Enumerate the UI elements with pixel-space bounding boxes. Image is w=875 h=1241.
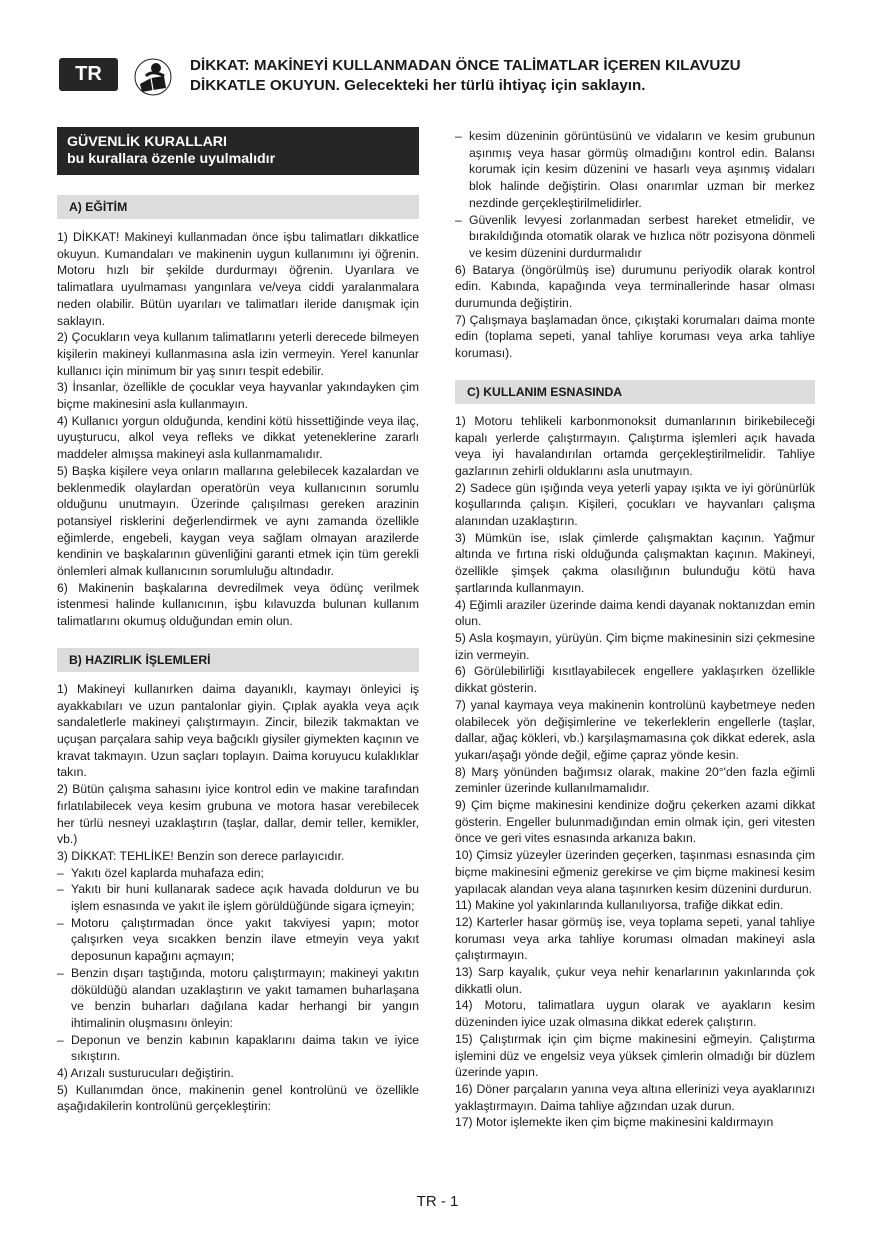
section-c-item: 16) Döner parçaların yanına veya altına ellerinizi veya ayaklarınızı yaklaştırmayın. Daima tahliye ağzından uzak durun.: [455, 1081, 815, 1113]
section-a-item: 4) Kullanıcı yorgun olduğunda, kendini kötü hissettiğinde veya ilaç, uyuşturucu, alkol veya refleks ve dikkat yeteneklerine zararlı maddeler almışsa makineyi asla kullanmamalıdır.: [57, 413, 419, 462]
section-c-item: 4) Eğimli araziler üzerinde daima kendi dayanak noktanızdan emin olun.: [455, 597, 815, 629]
inspection-item: – kesim düzeninin görüntüsünü ve vidaların ve kesim grubunun aşınmış veya hasar görmüş olmadığını kontrol edin. Balansı korumak için kesim düzenini ve hasarlı veya aşınmış vidaları blok halinde değiştirin. Olası onarımlar uzman bir merkez nezdinde gerçekleştirilmelidirler.: [455, 129, 815, 210]
language-badge: TR: [59, 58, 118, 91]
section-c-item: 9) Çim biçme makinesini kendinize doğru çekerken azami dikkat gösterin. Engeller bulunmadığından emin olmak için, geri vitesten önce ve geri vites esnasında arkanıza bakın.: [455, 798, 815, 846]
section-b-heading: B) HAZIRLIK İŞLEMLERİ: [57, 648, 419, 672]
section-b-item: 1) Makineyi kullanırken daima dayanıklı, kaymayı önleyici iş ayakkabıları ve uzun pantalonlar giyin. Çıplak ayakla veya açık sandaletlerle makineyi çalıştırmayın. Zincir, bilezik takmaktan ve uçuşan parçalara sahip veya bağcıklı giysiler giymekten kaçının ve kravat takmayın. Uzun saçları toplayın. Daima koruyucu kulaklıklar takın.: [57, 681, 419, 780]
section-c-heading: C) KULLANIM ESNASINDA: [455, 380, 815, 404]
section-c-item: 2) Sadece gün ışığında veya yeterli yapay ışıkta ve iyi görünürlük koşullarında çalışın. Kişileri, çocukları ve hayvanları çalışma alanından uzaklaştırın.: [455, 480, 815, 529]
section-a-item: 3) İnsanlar, özellikle de çocuklar veya hayvanlar yakındayken çim biçme makinesini asla kullanmayın.: [57, 380, 419, 412]
header-line-2: DİKKATLE OKUYUN. Gelecekteki her türlü ihtiyaç için saklayın.: [190, 77, 646, 94]
section-a-item: 6) Makinenin başkalarına devredilmek veya ödünç verilmek istenmesi halinde kullanıcının, işbu kılavuzda bulunan kullanım talimatlarını okumuş olduğundan emin olun.: [57, 580, 419, 629]
section-b-item: 2) Bütün çalışma sahasını iyice kontrol edin ve makine tarafından fırlatılabilecek veya kesim grubuna ve motora hasar verebilecek her türlü nesneyi uzaklaştırın (taşlar, dallar, demir teller, kemikler, vb.): [57, 782, 419, 847]
header-warning: [190, 56, 830, 96]
section-c-item: 15) Çalıştırmak için çim biçme makinesini eğmeyin. Çalıştırma işlemini düz ve engelsiz veya yüksek çimlerin olmadığı bir düzlem üzerinde yapın.: [455, 1031, 815, 1080]
fuel-warning-item: – Benzin dışarı taştığında, motoru çalıştırmayın; makineyi yakıtın döküldüğü alandan uzaklaştırın ve yakıt tamamen buharlaşana ve benzin buharları dağılana kadar herhangi bir yangın ihtimalinin oluşmasını önleyin:: [57, 965, 419, 1030]
manual-reading-icon: [134, 58, 172, 96]
section-c-item: 3) Mümkün ise, ıslak çimlerde çalışmaktan kaçının. Yağmur altında ve fırtına riski olduğunda çalışmaktan kaçının. Makineyi, özellikle şimşek çakma olasılığının bulunduğu kötü hava şartlarında kullanmayın.: [455, 530, 815, 595]
section-a-item: 2) Çocukların veya kullanım talimatlarını yeterli derecede bilmeyen kişilerin makineyi kullanmasına asla izin vermeyin. Yerel kanunlar kullanıcı için minimum bir yaş sınırı tespit edebilir.: [57, 330, 419, 378]
section-c-item: 10) Çimsiz yüzeyler üzerinden geçerken, taşınması esnasında çim biçme makinesini eğmeniz gerekirse ve çim biçme makinesi kesim yapılacak alandan veya alana taşınırken kesim düzenini durdurun.: [455, 848, 815, 896]
section-a-heading: A) EĞİTİM: [57, 195, 419, 219]
section-c-item: 8) Marş yönünden bağımsız olarak, makine 20°'den fazla eğimli zeminler üzerinde kullanılmamalıdır.: [455, 764, 815, 796]
safety-rules-box: [57, 127, 419, 175]
fuel-warning-item: – Motoru çalıştırmadan önce yakıt takviyesi yapın; motor çalışırken veya sıcakken benzin ilave etmeyin veya yakıt deposunun kapağını açmayın;: [57, 915, 419, 964]
header-line-1: DİKKAT: MAKİNEYİ KULLANMADAN ÖNCE TALİMATLAR İÇEREN KILAVUZU: [190, 57, 741, 74]
safety-rules-subtitle: bu kurallara özenle uyulmalıdır: [67, 151, 276, 167]
section-c-item: 13) Sarp kayalık, çukur veya nehir kenarlarının yakınlarında çok dikkatli olun.: [455, 965, 815, 996]
section-c-item: 14) Motoru, talimatlara uygun olarak ve ayakların kesim düzeninden iyice uzak olmasına dikkat ederek çalıştırın.: [455, 998, 815, 1030]
fuel-warning-item: – Yakıtı bir huni kullanarak sadece açık havada doldurun ve bu işlem esnasında ve yakıt ile işlem görüldüğünde sigara içmeyin;: [57, 882, 419, 914]
left-column: [57, 127, 419, 1115]
section-c-item: 5) Asla koşmayın, yürüyün. Çim biçme makinesinin sizi çekmesine izin vermeyin.: [455, 630, 815, 662]
right-column: [455, 128, 815, 1131]
fuel-warning-item: – Yakıtı özel kaplarda muhafaza edin;: [57, 865, 264, 880]
section-b-item: 5) Kullanımdan önce, makinenin genel kontrolünü ve özellikle aşağıdakilerin kontrolünü gerçekleştirin:: [57, 1082, 419, 1114]
section-b-item: 4) Arızalı susturucuları değiştirin.: [57, 1066, 234, 1081]
section-c-item: 11) Makine yol yakınlarında kullanılıyorsa, trafiğe dikkat edin.: [455, 898, 784, 913]
safety-rules-title: GÜVENLİK KURALLARI: [67, 134, 227, 150]
section-c-item: 7) yanal kaymaya veya makinenin kontrolünü kaybetmeye neden olabilecek yön değişimlerine ve tekerleklerin engellerle (taşlar, dallar, ağaç kökleri, vb.) karşılaşmamasına çok dikkat ederek, asla yukarı/aşağı yönde değil, eğime çapraz yönde kesin.: [455, 697, 815, 762]
section-c-item: 17) Motor işlemekte iken çim biçme makinesini kaldırmayın: [455, 1115, 774, 1130]
section-b-item: 3) DİKKAT: TEHLİKE! Benzin son derece parlayıcıdır.: [57, 848, 345, 863]
section-a-item: 1) DİKKAT! Makineyi kullanmadan önce işbu talimatları dikkatlice okuyun. Kumandaları ve makinenin uygun kullanımını iyi öğrenin. Motoru hızlı bir şekilde durdurmayı öğrenin. Uyarılara ve talimatlara uyulmaması yangınlara ve/veya ciddi yaralanmalara neden olabilir. Bütün uyarıları ve talimatları ileride danışmak için saklayın.: [57, 230, 419, 328]
section-c-item: 1) Motoru tehlikeli karbonmonoksit dumanlarının birikebileceği kapalı yerlerde çalıştırmayın. Çalıştırma işlemleri açık havada veya iyi havalandırılan ortamda gerçekleştirilmelidir. Tahliye gazlarının zehirli olduklarını asla unutmayın.: [455, 413, 815, 478]
section-c-item: 12) Karterler hasar görmüş ise, veya toplama sepeti, yanal tahliye koruması veya arka tahliye koruması olmadan makineyi asla çalıştırmayın.: [455, 914, 815, 963]
section-c-item: 6) Görülebilirliği kısıtlayabilecek engellere yaklaşırken özellikle dikkat gösterin.: [455, 664, 815, 696]
inspection-item: – Güvenlik levyesi zorlanmadan serbest hareket etmelidir, ve bırakıldığında otomatik olarak ve hızlıca nötr pozisyona dönmeli ve kesim düzenini durdurmalıdır: [455, 212, 815, 260]
section-b-item: 7) Çalışmaya başlamadan önce, çıkıştaki korumaları daima monte edin (toplama sepeti, yanal tahliye koruması veya arka tahliye koruması).: [455, 312, 815, 361]
page-number: TR - 1: [416, 1193, 459, 1210]
fuel-warning-item: – Deponun ve benzin kabının kapaklarını daima takın ve iyice sıkıştırın.: [57, 1032, 419, 1064]
section-b-item: 6) Batarya (öngörülmüş ise) durumunu periyodik olarak kontrol edin. Kabında, kapağında veya terminallerinde hasar olması durumunda değiştirin.: [455, 262, 815, 311]
section-a-item: 5) Başka kişilere veya onların mallarına gelebilecek kazalardan ve beklenmedik olaylardan operatörün veya kullanıcının sorumlu olduğunu unutmayın. Üzerinde çalışılması gereken arazinin potansiyel risklerini değerlendirmek ve aynı zamanda özellikle eğimlerde, engebeli, kaygan veya sağlam olmayan arazilerde kendinin ve başkalarının güvenliğini garanti etmek için tüm gerekli önlemleri almak kullanıcının sorumluluğu altındadır.: [57, 463, 419, 579]
